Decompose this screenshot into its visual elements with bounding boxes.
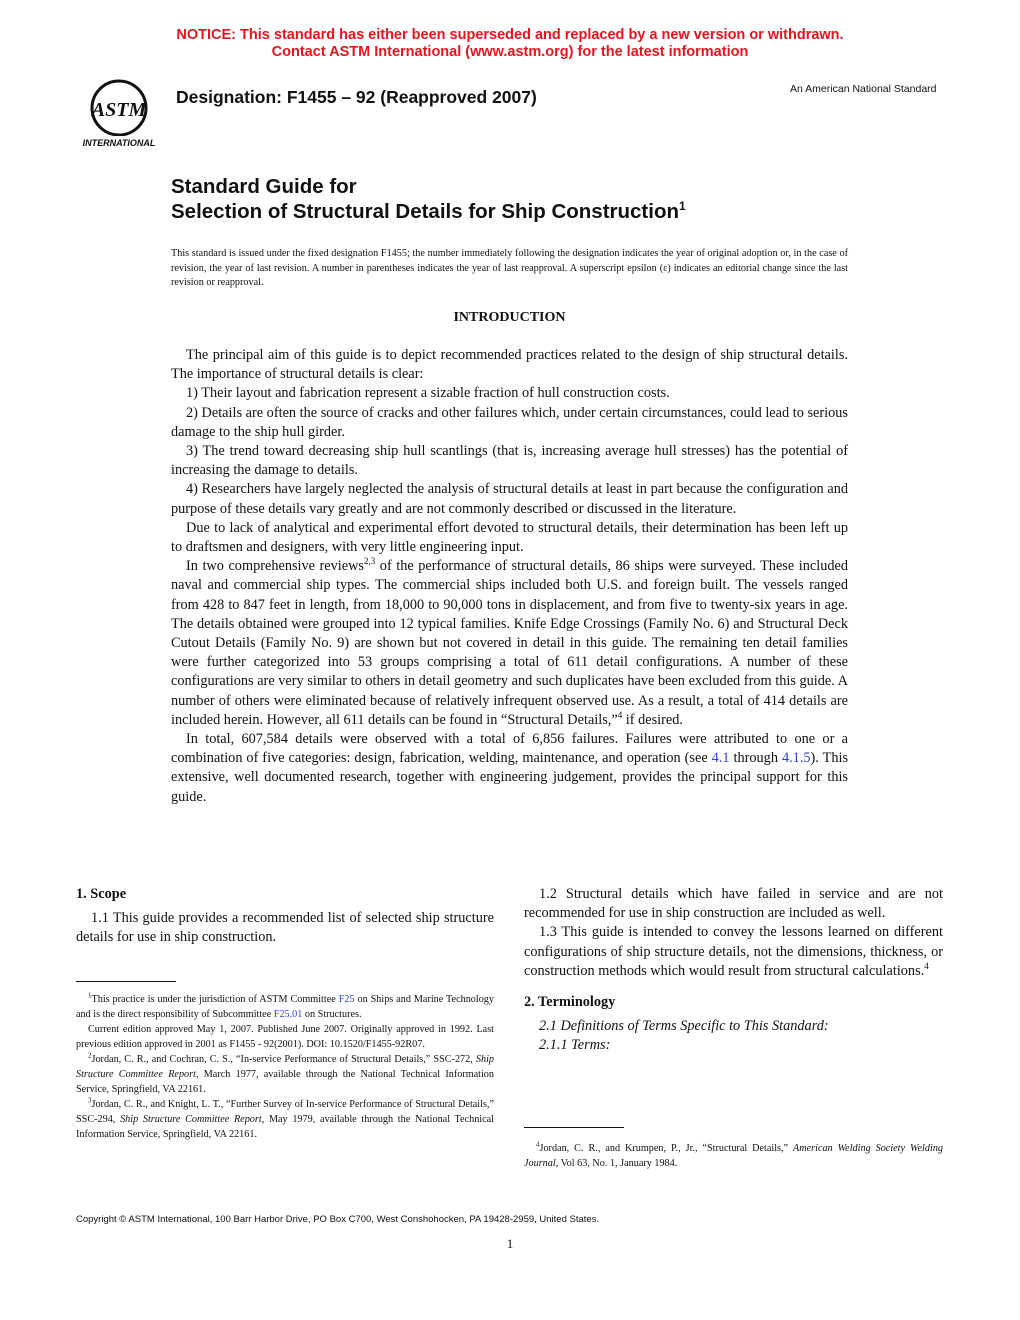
intro-paragraph-4 xyxy=(171,730,848,807)
terminology-2-1-1: 2.1.1 Terms: xyxy=(539,1037,611,1054)
terminology-heading: 2. Terminology xyxy=(524,994,616,1011)
introduction-heading: INTRODUCTION xyxy=(453,310,566,325)
footnotes-right xyxy=(524,1141,943,1171)
intro-item-2: 2) Details are often the source of cracks and other failures which, under certain circumstances, could lead to serious damage to the ship hull girder. xyxy=(171,404,848,440)
link-f25-01[interactable]: F25.01 xyxy=(273,1009,303,1020)
footnote-1 xyxy=(76,992,494,1022)
title-footnote-mark: 1 xyxy=(679,199,686,214)
footnote-3-mark: 3 xyxy=(88,1096,92,1105)
footnote-ref-2-3: 2,3 xyxy=(364,556,376,567)
intro-p3-text-b: of the performance of structural details, 86 ships were surveyed. These included naval and commercial ship types. The commercial ships included both U.S. and foreign built. The vessels ranged from 428 to 847 feet in length, from 18,000 to 90,000 tons in displacement, and from five to twenty-six years in age. The details obtained were grouped into 12 typical families. Knife Edge Crossings (Family No. 6) and Structural Deck Cutout Details (Family No. 9) are shown but not covered in detail in this guide. The remaining ten detail families were further categorized into 53 groups comprising a total of 611 detail configurations. A number of these configurations are very similar to others in detail geometry and such duplicates have been excluded from this guide. A number of others were eliminated because of relatively infrequent observed use. As a result, a total of 414 details are included herein. However, all 611 details can be found in “Structural Details,” xyxy=(171,558,848,728)
intro-p4-text-mid: through xyxy=(729,750,782,767)
intro-p3-text-a: In two comprehensive reviews xyxy=(186,558,364,575)
intro-p4-text-b: ). This extensive, well documented research, together with engineering judgement, provides the principal support for this guide. xyxy=(171,750,849,805)
intro-paragraph-3 xyxy=(171,557,848,730)
title-line-1: Standard Guide for xyxy=(171,175,357,198)
footnote-2-italic: Ship Structure Committee Report xyxy=(76,1054,494,1080)
footnote-2-text-b: , March 1977, available through the National Technical Information Service, Springfield, VA 22161. xyxy=(76,1069,494,1095)
footnote-3-text-a: Jordan, C. R., and Knight, L. T., “Further Survey of In-service Performance of Structural Details,” SSC-294, xyxy=(76,1099,494,1125)
scope-1-3 xyxy=(524,923,943,981)
footnote-2 xyxy=(76,1052,494,1097)
introduction-body xyxy=(171,346,848,807)
footnotes-left xyxy=(76,992,494,1142)
right-column xyxy=(524,885,943,1056)
footnote-2-text-a: Jordan, C. R., and Cochran, C. S., “In-service Performance of Structural Details,” SSC-272, xyxy=(91,1054,476,1065)
terminology-2-1: 2.1 Definitions of Terms Specific to This Standard: xyxy=(539,1018,829,1035)
scope-heading: 1. Scope xyxy=(76,886,127,902)
title-line-2-text: Selection of Structural Details for Ship Construction xyxy=(171,200,679,223)
logo-letters: ASTM xyxy=(91,99,147,121)
link-4-1[interactable]: 4.1 xyxy=(711,750,730,767)
footnote-3 xyxy=(76,1097,494,1142)
title-line-2 xyxy=(171,199,686,224)
scope-1-1: 1.1 This guide provides a recommended list of selected ship structure details for use in ship construction. xyxy=(76,910,494,946)
footnote-rule-left xyxy=(76,981,176,982)
intro-p3-text-c: if desired. xyxy=(622,711,683,728)
astm-logo xyxy=(78,78,160,150)
footnote-4 xyxy=(524,1141,943,1171)
link-f25[interactable]: F25 xyxy=(338,994,355,1005)
footnote-4-text-a: Jordan, C. R., and Krumpen, P., Jr., “Structural Details,” xyxy=(539,1143,794,1154)
left-column xyxy=(76,885,494,948)
intro-paragraph-2: Due to lack of analytical and experimental effort devoted to structural details, their determination has been left up to draftsmen and designers, with very little engineering input. xyxy=(171,519,848,556)
intro-p4-text-a: In total, 607,584 details were observed with a total of 6,856 failures. Failures were attributed to one or a combination of five categories: design, fabrication, welding, maintenance, and operation (see xyxy=(171,731,848,767)
footnote-4-italic: American Welding Society Welding Journal xyxy=(524,1143,944,1169)
document-title xyxy=(171,174,686,224)
logo-label: INTERNATIONAL xyxy=(82,138,156,148)
copyright-line: Copyright © ASTM International, 100 Barr Harbor Drive, PO Box C700, West Conshohocken, PA 19428-2959, United States. xyxy=(76,1214,600,1225)
scope-1-3-text: 1.3 This guide is intended to convey the lessons learned on different configurations of ship structure details, not the dimensions, thickness, or construction methods which would result from structural calculations. xyxy=(524,924,943,979)
footnote-1-text-b: on Ships and Marine Technology and is the direct responsibility of Subcommittee xyxy=(76,994,494,1020)
link-4-1-5[interactable]: 4.1.5 xyxy=(781,750,811,767)
intro-item-1: 1) Their layout and fabrication represent a sizable fraction of hull construction costs. xyxy=(186,385,670,402)
footnote-ref-4b: 4 xyxy=(924,961,929,972)
notice-line-1: NOTICE: This standard has either been superseded and replaced by a new version or withdrawn. xyxy=(176,27,844,43)
footnote-3-text-b: , May 1979, available through the National Technical Information Service, Springfield, VA 22161. xyxy=(76,1114,494,1140)
national-standard-label: An American National Standard xyxy=(790,83,937,95)
notice-line-2: Contact ASTM International (www.astm.org) for the latest information xyxy=(271,44,749,60)
footnote-1-mark: 1 xyxy=(88,991,92,1000)
footnote-1-edition: Current edition approved May 1, 2007. Published June 2007. Originally approved in 1992. Last previous edition approved in 2001 as F1455 - 92(2001). DOI: 10.1520/F1455-92R07. xyxy=(76,1024,494,1050)
footnote-1-text-a: This practice is under the jurisdiction of ASTM Committee xyxy=(91,994,339,1005)
intro-paragraph-1: The principal aim of this guide is to depict recommended practices related to the design of ship structural details. The importance of structural details is clear: xyxy=(171,347,848,383)
footnote-ref-4: 4 xyxy=(617,710,623,721)
page-number: 1 xyxy=(506,1236,514,1251)
footnote-rule-right xyxy=(524,1127,624,1128)
footnote-3-italic: Ship Structure Committee Report xyxy=(120,1114,262,1125)
footnote-2-mark: 2 xyxy=(88,1051,92,1060)
intro-item-4: 4) Researchers have largely neglected the analysis of structural details at least in part because the configuration and purpose of these details vary greatly and are not commonly described or discussed in the literature. xyxy=(171,481,848,517)
footnote-4-text-b: , Vol 63, No. 1, January 1984. xyxy=(555,1158,678,1169)
footnote-1-text-c: on Structures. xyxy=(302,1009,362,1020)
issued-statement: This standard is issued under the fixed designation F1455; the number immediately following the designation indicates the year of original adoption or, in the case of revision, the year of last revision. A number in parentheses indicates the year of last reapproval. A superscript epsilon (ε) indicates an editorial change since the last revision or reapproval. xyxy=(171,248,848,288)
notice-banner xyxy=(0,27,1020,61)
intro-item-3: 3) The trend toward decreasing ship hull scantlings (that is, increasing average hull stresses) has the potential of increasing the damage to details. xyxy=(171,443,848,479)
designation: Designation: F1455 – 92 (Reapproved 2007) xyxy=(176,87,537,107)
scope-1-2: 1.2 Structural details which have failed in service and are not recommended for use in ship construction are included as well. xyxy=(524,886,943,922)
footnote-4-mark: 4 xyxy=(536,1140,540,1149)
